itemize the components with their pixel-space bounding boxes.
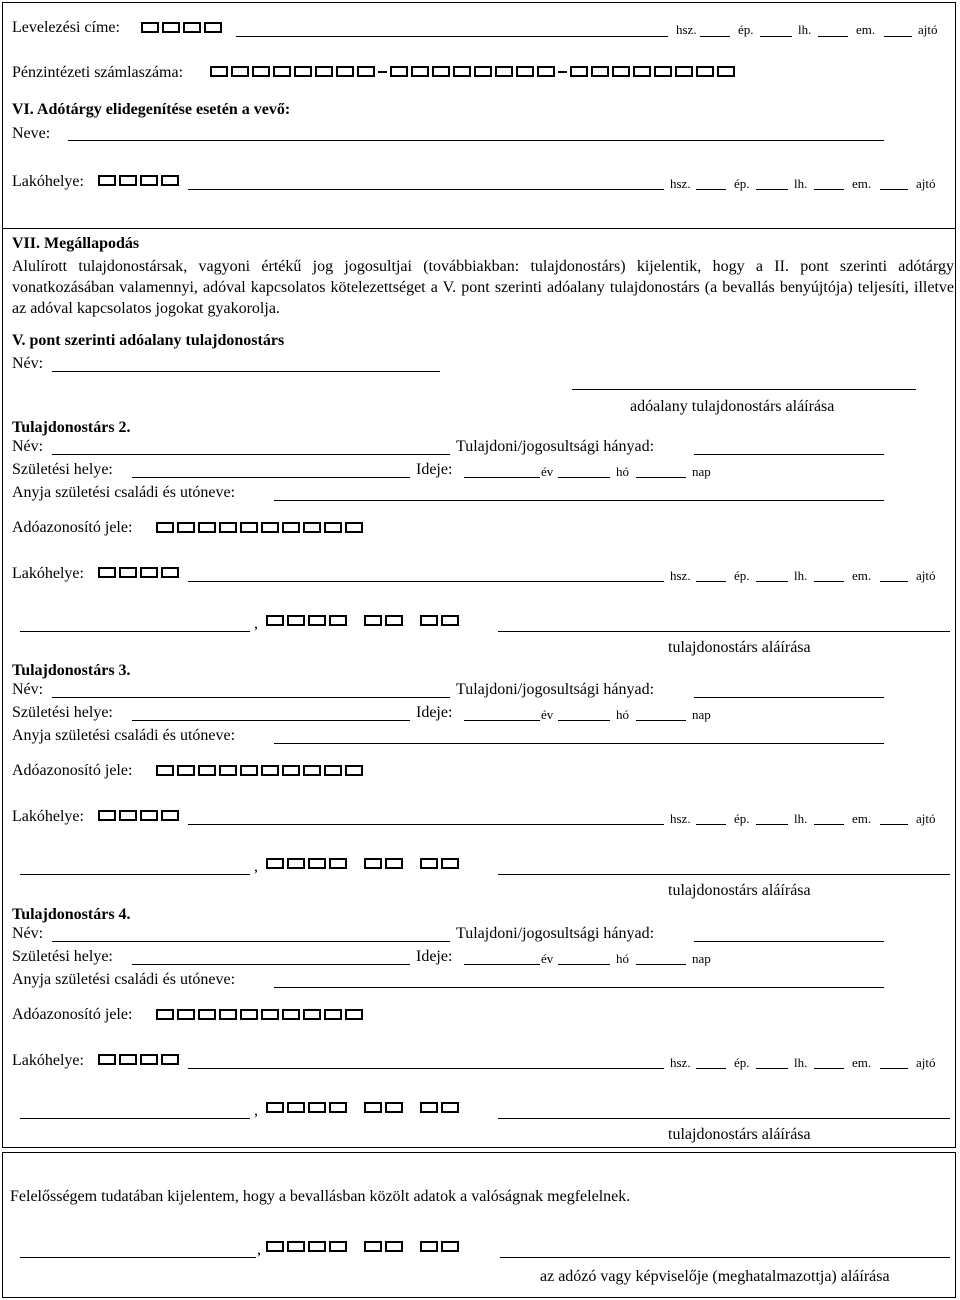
tax-id-label: Adóazonosító jele: xyxy=(12,519,133,536)
mother-name-label: Anyja születési családi és utóneve: xyxy=(12,971,236,988)
day-label: nap xyxy=(692,464,711,479)
mother-name-label: Anyja születési családi és utóneve: xyxy=(12,484,236,501)
hsz-field[interactable] xyxy=(700,36,730,37)
hsz-label: hsz. xyxy=(670,176,691,191)
lh-field[interactable] xyxy=(814,581,844,582)
residence-label: Lakóhelye: xyxy=(12,1052,84,1069)
day-label: nap xyxy=(692,951,711,966)
lh-label: lh. xyxy=(794,1055,808,1070)
hsz-label: hsz. xyxy=(670,1055,691,1070)
mother-name-field[interactable] xyxy=(274,500,884,501)
residence-label: Lakóhelye: xyxy=(12,565,84,582)
ownership-share-field[interactable] xyxy=(694,941,884,942)
birth-place-label: Születési helye: xyxy=(12,948,113,965)
ep-label: ép. xyxy=(734,568,750,583)
subject-owner-signature-line[interactable] xyxy=(572,389,916,390)
buyer-name-label: Neve: xyxy=(12,125,51,142)
em-field[interactable] xyxy=(880,824,908,825)
ep-label: ép. xyxy=(734,176,750,191)
bank-account-row xyxy=(12,63,183,83)
birth-place-label: Születési helye: xyxy=(12,461,113,478)
owner-name-label: Név: xyxy=(12,681,44,698)
mailing-address-row xyxy=(12,18,120,38)
owner-signature-line[interactable] xyxy=(498,1118,950,1119)
postal-code-boxes[interactable] xyxy=(141,22,222,33)
birth-day-field[interactable] xyxy=(636,720,686,721)
declaration-date-boxes[interactable] xyxy=(266,1241,459,1252)
hsz-label: hsz. xyxy=(670,568,691,583)
signing-place-field[interactable] xyxy=(20,631,250,632)
em-label: em. xyxy=(852,176,872,191)
subject-owner-heading: V. pont szerinti adóalany tulajdonostárs xyxy=(12,332,285,349)
em-label: em. xyxy=(856,22,876,37)
ep-field[interactable] xyxy=(756,1068,788,1069)
owner-name-field[interactable] xyxy=(52,697,450,698)
month-label: hó xyxy=(616,707,629,722)
declaration-signature-line[interactable] xyxy=(500,1257,950,1258)
declaration-comma: , xyxy=(257,1241,261,1258)
owner-name-field[interactable] xyxy=(52,941,450,942)
buyer-name-field[interactable] xyxy=(68,140,884,141)
mother-name-label: Anyja születési családi és utóneve: xyxy=(12,727,236,744)
ep-field[interactable] xyxy=(756,189,788,190)
owner-name-label: Név: xyxy=(12,925,44,942)
subject-owner-name-label: Név: xyxy=(12,355,44,372)
ownership-share-field[interactable] xyxy=(694,697,884,698)
em-label: em. xyxy=(852,568,872,583)
lh-label: lh. xyxy=(794,568,808,583)
agreement-paragraph: Alulírott tulajdonostársak, vagyoni értékű jog jogosultjai (továbbiakban: tulajdonostárs) kijelentik, hogy a II. pont szerinti adótárgy vonatkozásában valamennyi, adóval kapcsolatos kötelezettséget a V. pont szerinti adóalany tulajdonostárs (a bevallás benyújtója) teljesíti, illetve az adóval kapcsolatos jogokat gyakorolja. xyxy=(12,258,954,317)
birth-date-label: Ideje: xyxy=(416,461,453,478)
em-field[interactable] xyxy=(880,1068,908,1069)
birth-day-field[interactable] xyxy=(636,477,686,478)
signing-date-boxes[interactable] xyxy=(266,1102,459,1113)
month-label: hó xyxy=(616,951,629,966)
ajto-label: ajtó xyxy=(916,1055,936,1070)
birth-place-field[interactable] xyxy=(132,964,410,965)
residence-label: Lakóhelye: xyxy=(12,808,84,825)
lh-field[interactable] xyxy=(814,189,844,190)
bank-account-boxes[interactable] xyxy=(210,66,735,77)
birth-date-label: Ideje: xyxy=(416,704,453,721)
hsz-label: hsz. xyxy=(670,811,691,826)
buyer-residence-label: Lakóhelye: xyxy=(12,173,84,190)
owner-name-label: Név: xyxy=(12,438,44,455)
mailing-street-field[interactable] xyxy=(236,36,668,37)
owner-title: Tulajdonostárs 4. xyxy=(12,906,131,923)
birth-place-field[interactable] xyxy=(132,720,410,721)
signing-comma: , xyxy=(254,615,258,632)
lh-label: lh. xyxy=(798,22,812,37)
birth-date-label: Ideje: xyxy=(416,948,453,965)
residence-street-field[interactable] xyxy=(188,581,664,582)
signing-comma: , xyxy=(254,858,258,875)
birth-month-field[interactable] xyxy=(558,964,610,965)
bank-account-label: Pénzintézeti számlaszáma: xyxy=(12,64,184,81)
buyer-postal-code-boxes[interactable] xyxy=(98,175,179,186)
section-vii-title: VII. Megállapodás xyxy=(12,235,140,252)
year-label: év xyxy=(541,464,554,479)
tax-id-boxes[interactable] xyxy=(156,765,363,776)
lh-label: lh. xyxy=(794,811,808,826)
owner-title: Tulajdonostárs 3. xyxy=(12,662,131,679)
owner-signature-line[interactable] xyxy=(498,631,950,632)
birth-month-field[interactable] xyxy=(558,720,610,721)
tax-id-boxes[interactable] xyxy=(156,1009,363,1020)
hsz-field[interactable] xyxy=(696,581,726,582)
declaration-text: Felelősségem tudatában kijelentem, hogy a bevallásban közölt adatok a valóságnak megfelelnek. xyxy=(10,1188,631,1205)
year-label: év xyxy=(541,707,554,722)
ajto-label: ajtó xyxy=(916,811,936,826)
month-label: hó xyxy=(616,464,629,479)
signing-date-boxes[interactable] xyxy=(266,858,459,869)
em-field[interactable] xyxy=(880,189,908,190)
residence-street-field[interactable] xyxy=(188,1068,664,1069)
birth-day-field[interactable] xyxy=(636,964,686,965)
ajto-label: ajtó xyxy=(916,176,936,191)
ep-field[interactable] xyxy=(756,581,788,582)
ep-field[interactable] xyxy=(760,36,792,37)
ownership-share-label: Tulajdoni/jogosultsági hányad: xyxy=(456,438,655,455)
em-label: em. xyxy=(852,811,872,826)
lh-label: lh. xyxy=(794,176,808,191)
birth-year-field[interactable] xyxy=(464,720,540,721)
owner-signature-label: tulajdonostárs aláírása xyxy=(668,882,811,899)
section-divider xyxy=(2,228,956,229)
owner-name-field[interactable] xyxy=(52,454,450,455)
tax-id-boxes[interactable] xyxy=(156,522,363,533)
residence-street-field[interactable] xyxy=(188,824,664,825)
subject-owner-name-field[interactable] xyxy=(52,371,440,372)
hsz-field[interactable] xyxy=(696,189,726,190)
declaration-place-field[interactable] xyxy=(20,1257,256,1258)
birth-year-field[interactable] xyxy=(464,964,540,965)
tax-id-label: Adóazonosító jele: xyxy=(12,762,133,779)
ownership-share-field[interactable] xyxy=(694,454,884,455)
birth-year-field[interactable] xyxy=(464,477,540,478)
em-label: em. xyxy=(852,1055,872,1070)
residence-postal-code-boxes[interactable] xyxy=(98,810,179,821)
signing-place-field[interactable] xyxy=(20,1118,250,1119)
buyer-street-field[interactable] xyxy=(188,189,664,190)
signing-comma: , xyxy=(254,1102,258,1119)
signing-date-boxes[interactable] xyxy=(266,615,459,626)
hsz-field[interactable] xyxy=(696,824,726,825)
lh-field[interactable] xyxy=(814,824,844,825)
residence-postal-code-boxes[interactable] xyxy=(98,1054,179,1065)
declaration-signature-label: az adózó vagy képviselője (meghatalmazottja) aláírása xyxy=(540,1268,890,1285)
owner-signature-line[interactable] xyxy=(498,874,950,875)
signing-place-field[interactable] xyxy=(20,874,250,875)
owner-title: Tulajdonostárs 2. xyxy=(12,419,131,436)
hsz-label: hsz. xyxy=(676,22,697,37)
ep-label: ép. xyxy=(734,1055,750,1070)
em-field[interactable] xyxy=(884,36,912,37)
lh-field[interactable] xyxy=(818,36,848,37)
ep-label: ép. xyxy=(738,22,754,37)
year-label: év xyxy=(541,951,554,966)
em-field[interactable] xyxy=(880,581,908,582)
owner-signature-label: tulajdonostárs aláírása xyxy=(668,1126,811,1143)
tax-id-label: Adóazonosító jele: xyxy=(12,1006,133,1023)
owner-signature-label: tulajdonostárs aláírása xyxy=(668,639,811,656)
ownership-share-label: Tulajdoni/jogosultsági hányad: xyxy=(456,681,655,698)
mother-name-field[interactable] xyxy=(274,987,884,988)
ajto-label: ajtó xyxy=(918,22,938,37)
birth-place-field[interactable] xyxy=(132,477,410,478)
mother-name-field[interactable] xyxy=(274,743,884,744)
lh-field[interactable] xyxy=(814,1068,844,1069)
day-label: nap xyxy=(692,707,711,722)
birth-month-field[interactable] xyxy=(558,477,610,478)
mailing-address-label: Levelezési címe: xyxy=(12,19,120,36)
ajto-label: ajtó xyxy=(916,568,936,583)
ep-label: ép. xyxy=(734,811,750,826)
section-vi-title: VI. Adótárgy elidegenítése esetén a vevő: xyxy=(12,101,291,118)
ep-field[interactable] xyxy=(756,824,788,825)
ownership-share-label: Tulajdoni/jogosultsági hányad: xyxy=(456,925,655,942)
hsz-field[interactable] xyxy=(696,1068,726,1069)
birth-place-label: Születési helye: xyxy=(12,704,113,721)
subject-owner-signature-label: adóalany tulajdonostárs aláírása xyxy=(630,398,835,415)
residence-postal-code-boxes[interactable] xyxy=(98,567,179,578)
